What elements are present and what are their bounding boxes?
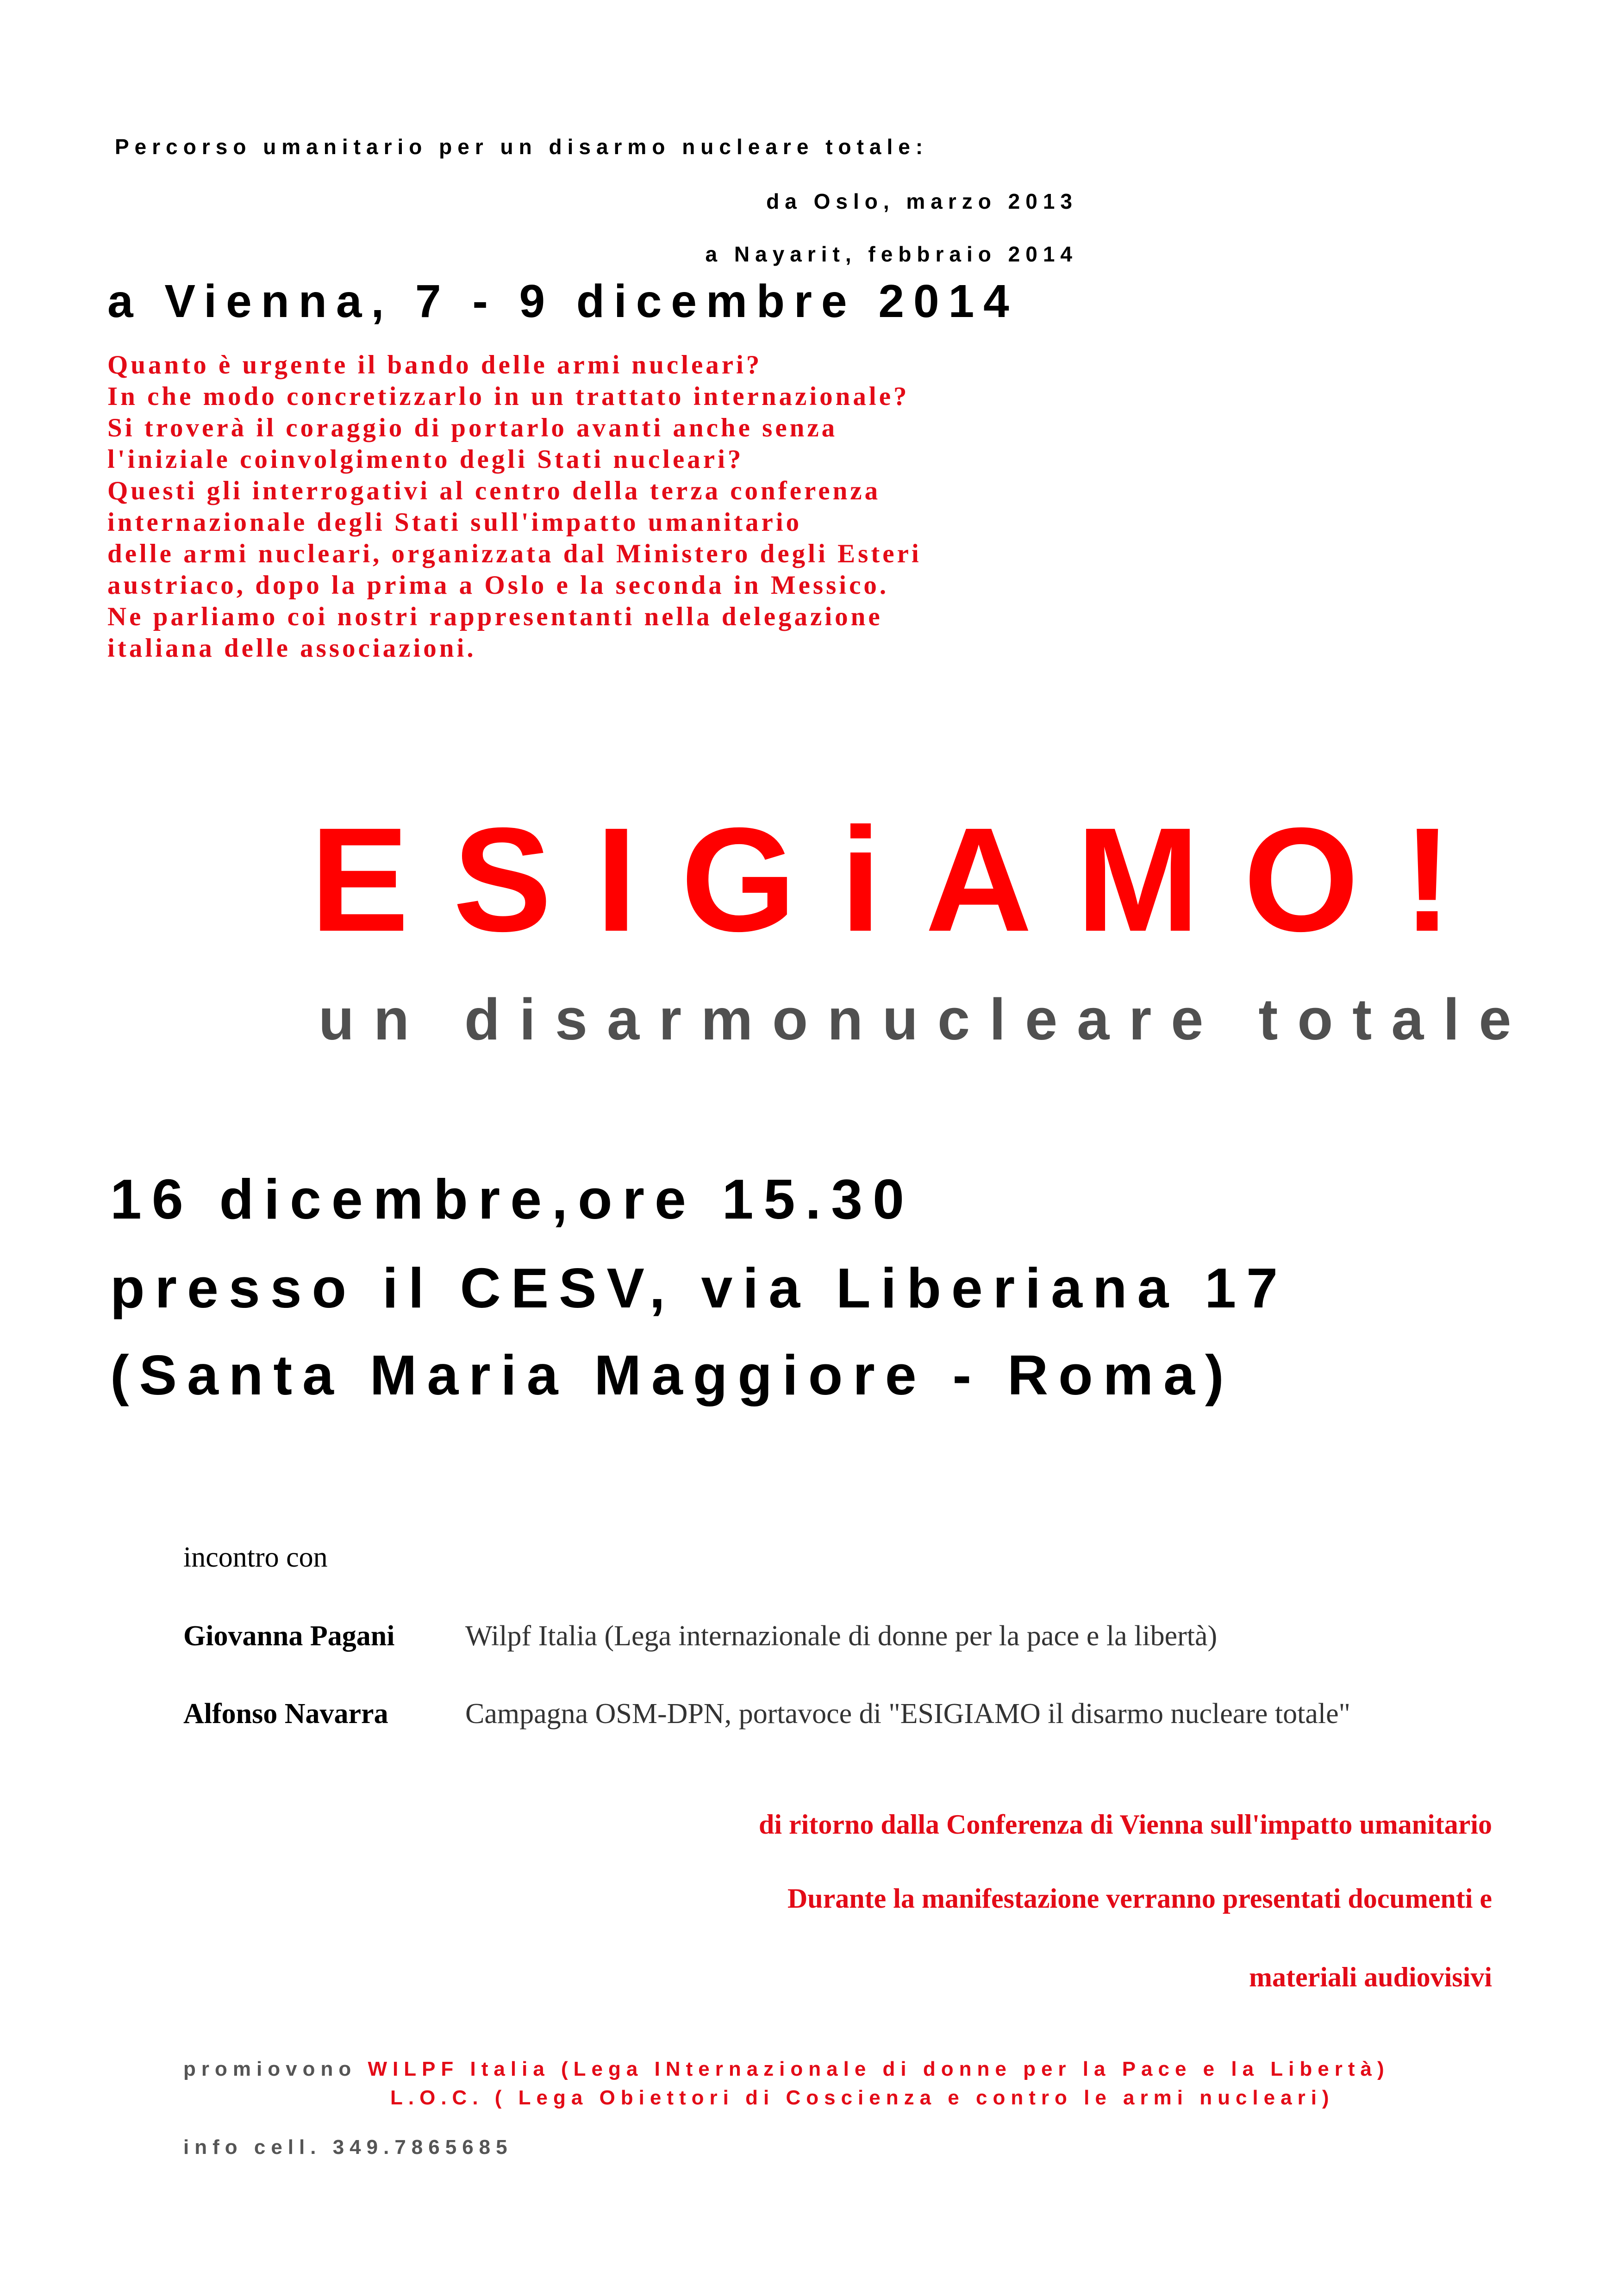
event-area: (Santa Maria Maggiore - Roma) [110,1344,1234,1406]
speaker-name: Alfonso Navarra [183,1698,388,1730]
promoters-label: promiovono [183,2058,357,2080]
route-nayarit: a Nayarit, febbraio 2014 [705,242,1078,266]
promoter-loc: L.O.C. ( Lega Obiettori di Coscienza e contro le armi nucleari) [390,2086,1335,2109]
meeting-label: incontro con [183,1542,328,1573]
headline: ESIGiAMO! [310,796,1496,962]
note-materials: materiali audiovisivi [1249,1962,1492,1992]
intro-line: internazionale degli Stati sull'impatto umanitario [107,508,802,537]
note-return: di ritorno dalla Conferenza di Vienna sull'impatto umanitario [759,1809,1492,1840]
event-date: 16 dicembre,ore 15.30 [110,1168,914,1231]
route-oslo: da Oslo, marzo 2013 [766,189,1078,213]
intro-line: Questi gli interrogativi al centro della terza conferenza [107,476,881,505]
route-title: Percorso umanitario per un disarmo nucleare totale: [115,135,929,159]
promoter-wilpf: WILPF Italia (Lega INternazionale di donne per la Pace e la Libertà) [368,2058,1390,2080]
speaker-role: Campagna OSM-DPN, portavoce di "ESIGIAMO il disarmo nucleare totale" [465,1698,1350,1730]
note-docs: Durante la manifestazione verranno presentati documenti e [787,1883,1492,1914]
info-phone: info cell. 349.7865685 [183,2136,513,2159]
speaker-name: Giovanna Pagani [183,1620,395,1652]
intro-line: Quanto è urgente il bando delle armi nucleari? [107,350,762,380]
intro-line: Si troverà il coraggio di portarlo avanti anche senza [107,413,838,442]
event-place: presso il CESV, via Liberiana 17 [110,1257,1288,1319]
speaker-role: Wilpf Italia (Lega internazionale di donne per la pace e la libertà) [465,1620,1218,1652]
intro-line: italiana delle associazioni. [107,634,476,663]
route-vienna: a Vienna, 7 - 9 dicembre 2014 [107,275,1018,327]
intro-line: austriaco, dopo la prima a Oslo e la seconda in Messico. [107,571,889,600]
intro-line: l'iniziale coinvolgimento degli Stati nucleari? [107,445,744,474]
intro-line: Ne parliamo coi nostri rappresentanti nella delegazione [107,602,883,631]
intro-line: delle armi nucleari, organizzata dal Ministero degli Esteri [107,539,922,568]
intro-paragraph [107,349,1172,664]
promoters-block [183,2055,1390,2109]
subheadline: un disarmonucleare totale [319,987,1531,1052]
intro-line: In che modo concretizzarlo in un trattato internazionale? [107,382,910,411]
